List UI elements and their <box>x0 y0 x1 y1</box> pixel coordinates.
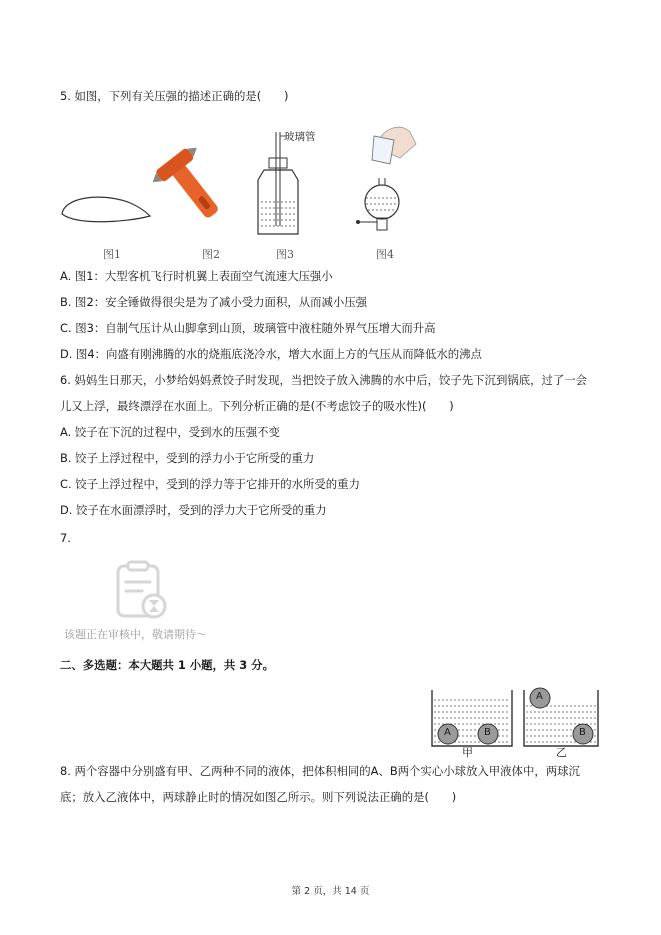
q5-option-b: B. 图2：安全锤做得很尖是为了减小受力面积，从而减小压强 <box>60 295 368 309</box>
q6-option-a: A. 饺子在下沉的过程中，受到水的压强不变 <box>60 425 280 439</box>
figure-3-label: 图3 <box>276 248 294 261</box>
under-review-notice: 该题正在审核中，敬请期待～ <box>64 628 207 641</box>
q8-stem-line-1: 8. 两个容器中分别盛有甲、乙两种不同的液体，把体积相同的A、B两个实心小球放入甲液体中，两球沉 <box>60 764 580 778</box>
safety-hammer-figure <box>152 142 232 232</box>
figure-4-label: 图4 <box>376 248 394 261</box>
q6-option-b: B. 饺子上浮过程中，受到的浮力小于它所受的重力 <box>60 451 315 465</box>
page-footer: 第 2 页，共 14 页 <box>291 886 370 897</box>
q6-option-d: D. 饺子在水面漂浮时，受到的浮力大于它所受的重力 <box>60 503 327 517</box>
q5-option-d: D. 图4：向盛有刚沸腾的水的烧瓶底浇冷水，增大水面上方的气压从而降低水的沸点 <box>60 347 482 361</box>
q5-option-a: A. 图1：大型客机飞行时机翼上表面空气流速大压强小 <box>60 269 333 283</box>
container-jia-label: 甲 <box>462 746 473 759</box>
q8-stem-line-2: 底；放入乙液体中，两球静止时的情况如图乙所示。则下列说法正确的是( ) <box>60 790 457 804</box>
ball-a-yi-label: A <box>536 691 543 702</box>
clipboard-hourglass-icon <box>112 560 172 620</box>
ball-b-yi-label: B <box>579 727 586 738</box>
container-yi-label: 乙 <box>556 746 567 759</box>
q7-number: 7. <box>60 531 71 545</box>
ball-b-jia-label: B <box>484 727 491 738</box>
ball-a-jia-label: A <box>444 727 451 738</box>
figure-2-label: 图2 <box>202 248 220 261</box>
figure-1-label: 图1 <box>103 248 121 261</box>
containers-figure <box>428 688 608 758</box>
q6-option-c: C. 饺子上浮过程中，受到的浮力等于它排开的水所受的重力 <box>60 477 360 491</box>
q5-stem: 5. 如图，下列有关压强的描述正确的是( ) <box>60 89 289 103</box>
q6-stem-line-2: 儿又上浮，最终漂浮在水面上。下列分析正确的是(不考虑饺子的吸水性)( ) <box>60 399 454 413</box>
flask-pouring-figure <box>350 122 430 242</box>
barometer-bottle-figure <box>256 130 326 240</box>
section-2-title: 二、多选题：本大题共 1 小题，共 3 分。 <box>60 658 274 672</box>
glass-tube-label: 玻璃管 <box>284 131 316 143</box>
q5-option-c: C. 图3：自制气压计从山脚拿到山顶，玻璃管中液柱随外界气压增大而升高 <box>60 321 436 335</box>
wing-figure <box>58 188 158 228</box>
q6-stem-line-1: 6. 妈妈生日那天，小梦给妈妈煮饺子时发现，当把饺子放入沸腾的水中后，饺子先下沉到锅底，过了一会 <box>60 373 588 387</box>
